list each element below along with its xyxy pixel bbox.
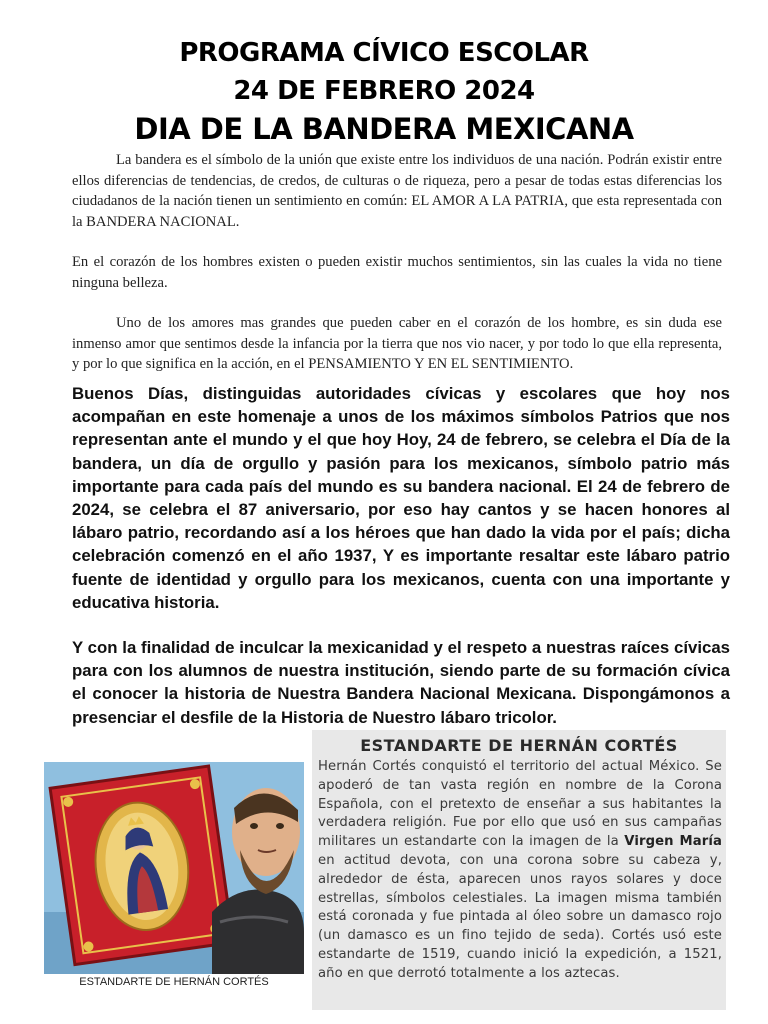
cortes-banner-illustration bbox=[44, 762, 304, 974]
intro-paragraph-1: La bandera es el símbolo de la unión que existe entre los individuos de una nación. Podrán existir entre ellos diferencias de tendencias, de credos, de culturas o de riqueza, pero a pesar de todas estas diferencias los ciudadanos de la nación tienen un sentimiento en común: EL AMOR A LA PATRIA, que esta representada con la BANDERA NACIONAL. bbox=[72, 152, 722, 230]
scan-text-before: Hernán Cortés conquistó el territorio del actual México. Se apoderó de tan vasta región en nombre de la Corona Española, con el pretexto de enseñar a sus habitantes la verdadera religión. Fue por ello que usó en sus campañas militares un estandarte con la imagen de la bbox=[318, 759, 722, 850]
intro-paragraph-2: En el corazón de los hombres existen o pueden existir muchos sentimientos, sin las cuales la vida no tiene ninguna belleza. bbox=[72, 254, 722, 291]
intro-paragraph-3: Uno de los amores mas grandes que pueden caber en el corazón de los hombre, es sin duda ese inmenso amor que sentimos desde la infancia por la tierra que nos vio nacer, y por todo lo que ella representa, y por lo que significa en la acción, en el PENSAMIENTO Y EN EL SENTIMIENTO. bbox=[72, 315, 722, 372]
program-date: 24 DE FEBRERO 2024 bbox=[233, 76, 535, 106]
speech-paragraph-1: Buenos Días, distinguidas autoridades cívicas y escolares que hoy nos acompañan en este homenaje a unos de los máximos símbolos Patrios que nos representan ante el mundo y el que hoy Hoy, 24 de febrero, se celebra el Día de la bandera, un día de orgullo y pasión para los mexicanos, símbolo patrio más importante para cada país del mundo es su bandera nacional. El 24 de febrero de 2024, se celebra el 87 aniversario, por eso hay cantos y se hacen honores al lábaro patrio, recordando así a los héroes que han dado la vida por el país; dicha celebración comenzó en el año 1937, Y es importante resaltar este lábaro patrio fuente de identidad y orgullo para los mexicanos, cuenta con una importante y educativa historia. bbox=[72, 384, 730, 612]
program-subject: DIA DE LA BANDERA MEXICANA bbox=[134, 112, 634, 146]
armor bbox=[212, 890, 304, 975]
scanned-textbox bbox=[312, 730, 726, 1010]
scan-text-bold: Virgen María bbox=[624, 834, 722, 850]
program-title: PROGRAMA CÍVICO ESCOLAR bbox=[179, 38, 589, 68]
banner-figure bbox=[44, 762, 304, 994]
speech-paragraph-2: Y con la finalidad de inculcar la mexicanidad y el respeto a nuestras raíces cívicas para con los alumnos de nuestra institución, siendo parte de su formación cívica el conocer la historia de Nuestra Bandera Nacional Mexicana. Dispongámonos a presenciar el desfile de la Historia de Nuestro lábaro tricolor. bbox=[72, 638, 730, 727]
scan-text-after: en actitud devota, con una corona sobre su cabeza y, alrededor de ésta, aparecen unos rayos solares y doce estrellas, símbolos celestiales. La imagen misma también está coronada y fue pintada al óleo sobre un damasco rojo (un damasco es un fino tejido de seda). Cortés usó este estandarte de 1519, cuando inició la expedición, a 1521, año en que derrotó totalmente a los aztecas. bbox=[318, 852, 722, 981]
scan-heading: ESTANDARTE DE HERNÁN CORTÉS bbox=[360, 736, 678, 755]
scan-body bbox=[318, 758, 722, 984]
figure-caption: ESTANDARTE DE HERNÁN CORTÉS bbox=[79, 976, 269, 988]
red-banner bbox=[50, 766, 233, 965]
